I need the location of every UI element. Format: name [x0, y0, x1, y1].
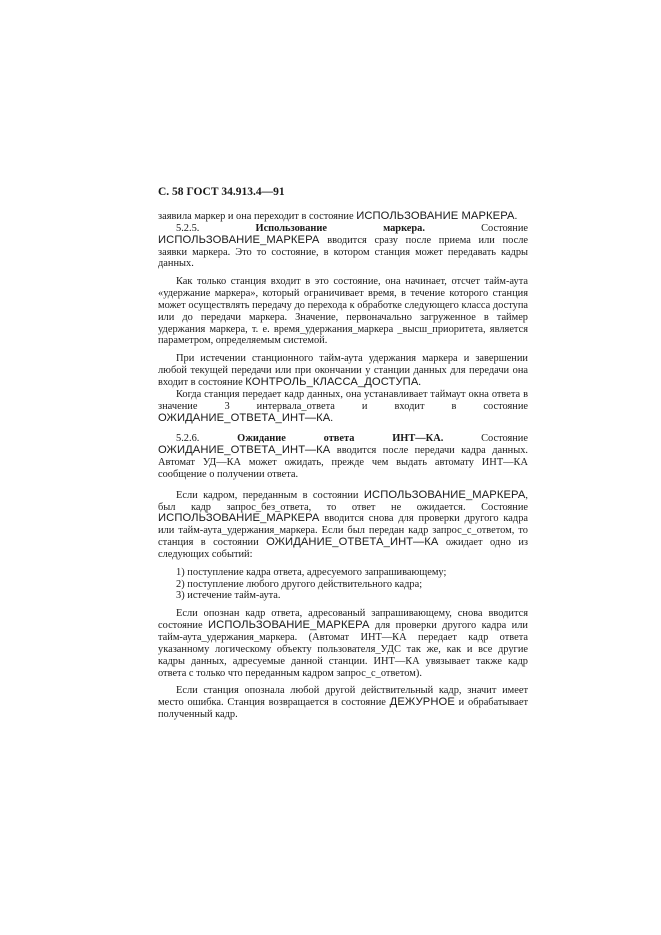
state-name: ИСПОЛЬЗОВАНИЕ МАРКЕРА: [356, 210, 515, 222]
paragraph: Как только станция входит в это состояние, она начинает, отсчет тайм-аута «удержание маркера», который ограничивает время, в течение которого станция может осуществлять передачу до перехода к обработке следующего класса доступа или до передачи маркера. Значение, первоначально загруженное в таймер удержания маркера, т. е. время_удержания_маркера _высш_приоритета, является параметром, определяемым системой.: [158, 276, 528, 347]
page-number: С. 58: [158, 186, 184, 198]
paragraph: При истечении станционного тайм-аута удержания маркера и завершении любой текущей передачи или при окончании у станции данных для передачи она входит в состояние КОНТРОЛЬ_КЛАССА_ДОСТУПА.: [158, 353, 528, 388]
state-name: ОЖИДАНИЕ_ОТВЕТА_ИНТ—КА: [158, 444, 331, 457]
section-5-2-6: 5.2.6. Ожидание ответа ИНТ—КА. Состояние ОЖИДАНИЕ_ОТВЕТА_ИНТ—КА вводится после передачи кадра данных. Автомат УД—КА может ожидать, прежде чем выдать автомату ИНТ—КА сообщение о получении ответа.: [158, 433, 528, 480]
paragraph: Если станция опознала любой другой действительный кадр, значит имеет место ошибка. Станция возвращается в состояние ДЕЖУРНОЕ и обрабатывает полученный кадр.: [158, 685, 528, 721]
section-number: 5.2.6.: [176, 433, 238, 445]
document-body: [158, 211, 528, 721]
state-name: ИСПОЛЬЗОВАНИЕ_МАРКЕРА: [158, 512, 320, 525]
state-name: ОЖИДАНИЕ_ОТВЕТА_ИНТ—КА: [158, 411, 331, 424]
section-title: Использование маркера.: [255, 222, 425, 234]
paragraph: Если опознан кадр ответа, адресованый запрашивающему, снова вводится состояние ИСПОЛЬЗОВАНИЕ_МАРКЕРА для проверки другого кадра или тайм-аута_удержания_маркера. (Автомат ИНТ—КА передает кадр ответа указанному логическому объекту пользователя_УДС так же, как и все другие кадры данных, адресуемые данной станции. ИНТ—КА увязывает также кадр ответа с только что переданным кадром запрос_с_ответом).: [158, 608, 528, 679]
paragraph: Если кадром, переданным в состоянии ИСПОЛЬЗОВАНИЕ_МАРКЕРА, был кадр запрос_без_ответа, то ответ не ожидается. Состояние ИСПОЛЬЗОВАНИЕ_МАРКЕРА вводится снова для проверки другого кадра или тайм-аута_удержания_маркера. Если был передан кадр запрос_с_ответом, то станция в состоянии ОЖИДАНИЕ_ОТВЕТА_ИНТ—КА ожидает одно из следующих событий:: [158, 488, 529, 560]
list-item: 1) поступление кадра ответа, адресуемого запрашивающему;: [176, 566, 447, 578]
state-name: КОНТРОЛЬ_КЛАССА_ДОСТУПА: [245, 375, 419, 388]
state-name: ИСПОЛЬЗОВАНИЕ_МАРКЕРА: [363, 488, 526, 501]
state-name: ИСПОЛЬЗОВАНИЕ_МАРКЕРА: [158, 233, 320, 246]
state-name: ДЕЖУРНОЕ: [389, 696, 455, 709]
list-item: 3) истечение тайм-аута.: [176, 590, 281, 602]
page-header: [158, 186, 285, 198]
paragraph: Когда станция передает кадр данных, она устанавливает таймаут окна ответа в значение 3 интервала_ответа и входит в состояние ОЖИДАНИЕ_ОТВЕТА_ИНТ—КА.: [158, 388, 528, 424]
paragraph-continuation: заявила маркер и она переходит в состояние ИСПОЛЬЗОВАНИЕ МАРКЕРА.: [158, 210, 518, 222]
section-title: Ожидание ответа ИНТ—КА.: [237, 433, 444, 445]
list-item: 2) поступление любого другого действительного кадра;: [176, 578, 423, 590]
standard-id: ГОСТ 34.913.4—91: [186, 186, 285, 198]
state-name: ИСПОЛЬЗОВАНИЕ_МАРКЕРА: [208, 619, 370, 632]
state-name: ОЖИДАНИЕ_ОТВЕТА_ИНТ—КА: [266, 536, 439, 549]
section-5-2-5: 5.2.5. Использование маркера. Состояние ИСПОЛЬЗОВАНИЕ_МАРКЕРА вводится сразу после приема или после заявки маркера. Это то состояние, в котором станция может передавать кадры данных.: [158, 222, 528, 270]
section-number: 5.2.5.: [176, 222, 256, 234]
